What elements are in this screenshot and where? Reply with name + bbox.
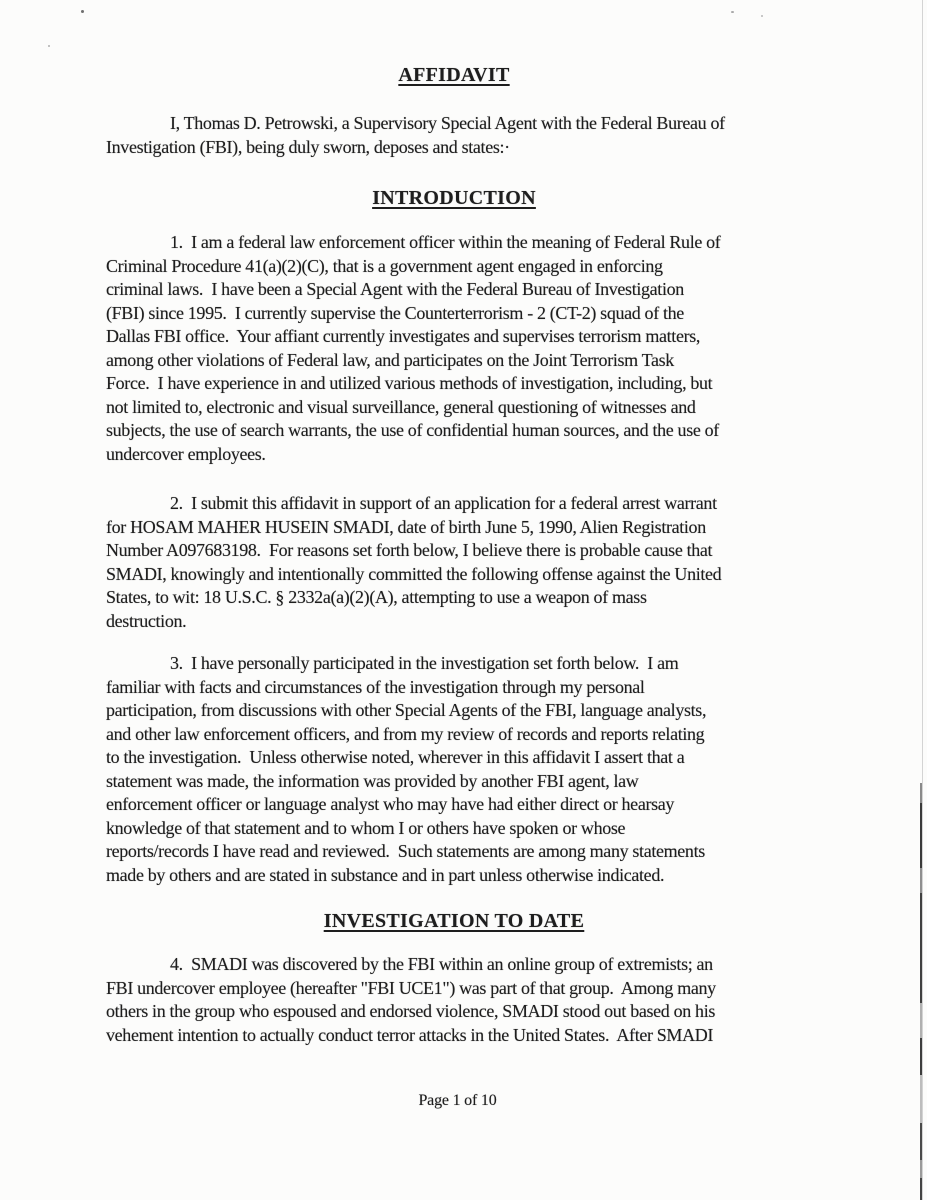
text-line: familiar with facts and circumstances of the investigation through my personal bbox=[106, 676, 645, 697]
page-number: Page 1 of 10 bbox=[418, 1092, 497, 1109]
text-line: 2. I submit this affidavit in support of an application for a federal arrest warrant bbox=[170, 493, 717, 513]
text-line: FBI undercover employee (hereafter "FBI UCE1") was part of that group. Among many bbox=[106, 977, 716, 998]
text-line: Number A097683198. For reasons set forth below, I believe there is probable cause that bbox=[106, 540, 713, 560]
scan-speck bbox=[761, 15, 763, 17]
text-line: Force. I have experience in and utilized various methods of investigation, including, but bbox=[106, 373, 713, 393]
scan-speck bbox=[81, 10, 84, 13]
text-line: undercover employees. bbox=[106, 443, 266, 464]
text-line: reports/records I have read and reviewed. Such statements are among many statements bbox=[106, 841, 705, 861]
document-body bbox=[106, 0, 818, 1047]
text-line: 1. I am a federal law enforcement officer within the meaning of Federal Rule of bbox=[170, 232, 721, 252]
text-line: not limited to, electronic and visual surveillance, general questioning of witnesses and bbox=[106, 396, 696, 417]
text-line: others in the group who espoused and endorsed violence, SMADI stood out based on his bbox=[106, 1001, 716, 1021]
text-line: States, to wit: 18 U.S.C. § 2332a(a)(2)(A), attempting to use a weapon of mass bbox=[106, 587, 647, 607]
text-line: knowledge of that statement and to whom I or others have spoken or whose bbox=[106, 817, 626, 838]
heading-text: INTRODUCTION bbox=[372, 187, 536, 209]
text-line: participation, from discussions with other Special Agents of the FBI, language analysts, bbox=[106, 700, 707, 720]
text-line: and other law enforcement officers, and from my review of records and reports relating bbox=[106, 723, 705, 744]
text-line: to the investigation. Unless otherwise noted, wherever in this affidavit I assert that a bbox=[106, 747, 685, 767]
text-line: made by others and are stated in substance and in part unless otherwise indicated. bbox=[106, 864, 665, 885]
section-heading bbox=[98, 185, 810, 211]
text-line: vehement intention to actually conduct terror attacks in the United States. After SMADI bbox=[106, 1024, 714, 1045]
paragraph bbox=[106, 953, 818, 1047]
text-line: enforcement officer or language analyst who may have had either direct or hearsay bbox=[106, 794, 675, 814]
text-line: SMADI, knowingly and intentionally committed the following offense against the United bbox=[106, 563, 722, 584]
text-line: Dallas FBI office. Your affiant currently investigates and supervises terrorism matters, bbox=[106, 326, 701, 346]
paragraph bbox=[106, 112, 818, 159]
scan-speck bbox=[48, 45, 50, 47]
paragraph bbox=[106, 231, 818, 466]
heading-text: INVESTIGATION TO DATE bbox=[323, 910, 585, 932]
heading-text: AFFIDAVIT bbox=[398, 64, 510, 86]
text-line: for HOSAM MAHER HUSEIN SMADI, date of birth June 5, 1990, Alien Registration bbox=[106, 516, 706, 537]
text-line: Criminal Procedure 41(a)(2)(C), that is a government agent engaged in enforcing bbox=[106, 255, 663, 276]
paragraph bbox=[106, 652, 818, 887]
text-line: 4. SMADI was discovered by the FBI within an online group of extremists; an bbox=[170, 954, 713, 974]
text-line: I, Thomas D. Petrowski, a Supervisory Special Agent with the Federal Bureau of bbox=[170, 113, 725, 133]
section-heading bbox=[98, 908, 810, 934]
document-title bbox=[98, 62, 810, 88]
text-line: statement was made, the information was provided by another FBI agent, law bbox=[106, 770, 639, 791]
text-line: 3. I have personally participated in the investigation set forth below. I am bbox=[170, 653, 679, 673]
text-line: criminal laws. I have been a Special Agent with the Federal Bureau of Investigation bbox=[106, 279, 684, 299]
text-line: Investigation (FBI), being duly sworn, deposes and states:· bbox=[106, 136, 510, 157]
paragraph bbox=[106, 492, 818, 633]
scan-line-artifact bbox=[920, 783, 922, 1200]
text-line: destruction. bbox=[106, 610, 187, 631]
text-line: subjects, the use of search warrants, the use of confidential human sources, and the use of bbox=[106, 420, 719, 440]
scan-speck bbox=[731, 11, 734, 13]
text-line: (FBI) since 1995. I currently supervise the Counterterrorism - 2 (CT-2) squad of the bbox=[106, 302, 684, 323]
text-line: among other violations of Federal law, and participates on the Joint Terrorism Task bbox=[106, 349, 674, 370]
scan-page-edge-line bbox=[922, 0, 923, 1200]
